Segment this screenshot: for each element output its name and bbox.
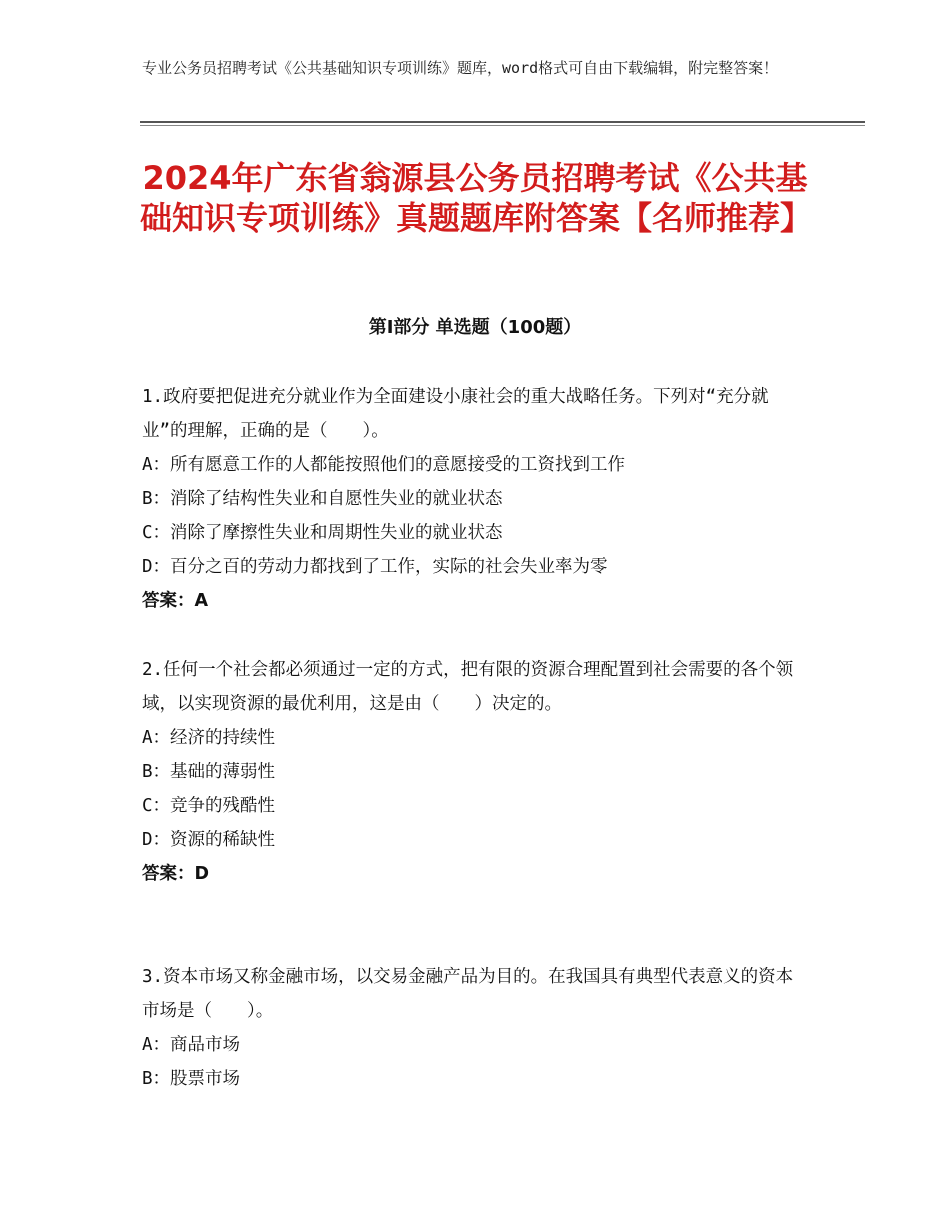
document-title: 2024年广东省翁源县公务员招聘考试《公共基础知识专项训练》真题题库附答案【名师推荐】 (140, 159, 813, 237)
section-title: 第Ⅰ部分 单选题（100题） (368, 317, 582, 338)
option-b: B：基础的薄弱性 (142, 762, 276, 782)
option-c: C：竞争的残酷性 (142, 796, 276, 816)
question-block (142, 380, 802, 618)
option-b: B：股票市场 (142, 1069, 241, 1089)
question-stem: 2.任何一个社会都必须通过一定的方式，把有限的资源合理配置到社会需要的各个领域，以实现资源的最优利用，这是由（ ）决定的。 (142, 660, 794, 714)
question-block (142, 653, 802, 891)
option-a: A：所有愿意工作的人都能按照他们的意愿接受的工资找到工作 (142, 455, 626, 475)
option-b: B：消除了结构性失业和自愿性失业的就业状态 (142, 489, 503, 509)
answer-line: 答案：A (142, 591, 209, 611)
question-stem: 1.政府要把促进充分就业作为全面建设小康社会的重大战略任务。下列对“充分就业”的理解，正确的是（ ）。 (142, 387, 769, 441)
option-c: C：消除了摩擦性失业和周期性失业的就业状态 (142, 523, 503, 543)
option-d: D：百分之百的劳动力都找到了工作，实际的社会失业率为零 (142, 557, 608, 577)
option-a: A：商品市场 (142, 1035, 241, 1055)
header-divider-thick (140, 121, 865, 123)
option-d: D：资源的稀缺性 (142, 830, 276, 850)
option-a: A：经济的持续性 (142, 728, 276, 748)
answer-line: 答案：D (142, 864, 210, 884)
question-block (142, 960, 802, 1096)
question-stem: 3.资本市场又称金融市场，以交易金融产品为目的。在我国具有典型代表意义的资本市场是（ ）。 (142, 967, 794, 1021)
header-divider-thin (140, 125, 865, 126)
header-note: 专业公务员招聘考试《公共基础知识专项训练》题库，word格式可自由下载编辑，附完整答案！ (142, 59, 779, 77)
